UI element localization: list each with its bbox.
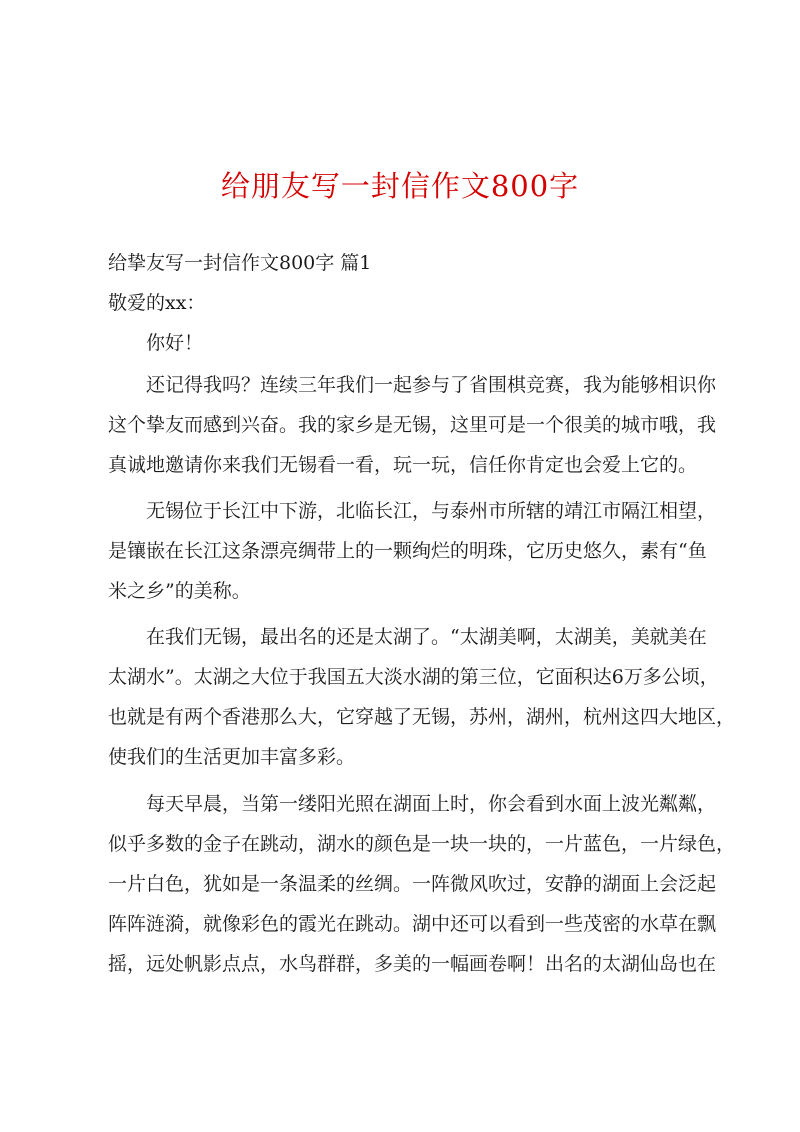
paragraph-2 bbox=[108, 491, 717, 611]
paragraph-line: 似乎多数的金子在跳动，湖水的颜色是一块一块的，一片蓝色，一片绿色， bbox=[108, 833, 736, 855]
salutation-text: 敬爱的xx： bbox=[108, 292, 206, 314]
paragraph-line: 摇，远处帆影点点，水鸟群群，多美的一幅画卷啊！出名的太湖仙岛也在 bbox=[108, 953, 717, 975]
paragraph-line: 阵阵涟漪，就像彩色的霞光在跳动。湖中还可以看到一些茂密的水草在飘 bbox=[108, 913, 717, 935]
greeting-text: 你好！ bbox=[146, 332, 204, 354]
paragraph-line: 也就是有两个香港那么大，它穿越了无锡，苏州，湖州，杭州这四大地区， bbox=[108, 706, 736, 728]
paragraph-line: 还记得我吗？连续三年我们一起参与了省围棋竞赛，我为能够相识你 bbox=[146, 374, 717, 396]
paragraph-line: 使我们的生活更加丰富多彩。 bbox=[108, 746, 356, 768]
subheading bbox=[108, 243, 702, 283]
paragraph-line: 是镶嵌在长江这条漂亮绸带上的一颗绚烂的明珠，它历史悠久，素有“鱼 bbox=[108, 540, 707, 562]
paragraph-line: 无锡位于长江中下游，北临长江，与泰州市所辖的靖江市隔江相望， bbox=[146, 500, 717, 522]
paragraph-4 bbox=[108, 784, 736, 984]
paragraph-line: 每天早晨，当第一缕阳光照在湖面上时，你会看到水面上波光粼粼， bbox=[146, 793, 717, 815]
subheading-text: 给挚友写一封信作文800字 篇1 bbox=[108, 252, 372, 274]
paragraph-line: 太湖水”。太湖之大位于我国五大淡水湖的第三位，它面积达6万多公顷， bbox=[108, 666, 719, 688]
paragraph-1 bbox=[108, 365, 717, 485]
paragraph-3 bbox=[108, 617, 736, 777]
paragraph-line: 真诚地邀请你来我们无锡看一看，玩一玩，信任你肯定也会爱上它的。 bbox=[108, 454, 698, 476]
paragraph-line: 这个挚友而感到兴奋。我的家乡是无锡，这里可是一个很美的城市哦，我 bbox=[108, 414, 717, 436]
greeting bbox=[108, 323, 702, 363]
paragraph-line: 一片白色，犹如是一条温柔的丝绸。一阵微风吹过，安静的湖面上会泛起 bbox=[108, 873, 717, 895]
salutation bbox=[108, 283, 702, 323]
paragraph-line: 米之乡”的美称。 bbox=[108, 580, 251, 602]
document-title: 给朋友写一封信作文800字 bbox=[220, 169, 580, 203]
paragraph-line: 在我们无锡，最出名的还是太湖了。“太湖美啊，太湖美，美就美在 bbox=[146, 626, 707, 648]
